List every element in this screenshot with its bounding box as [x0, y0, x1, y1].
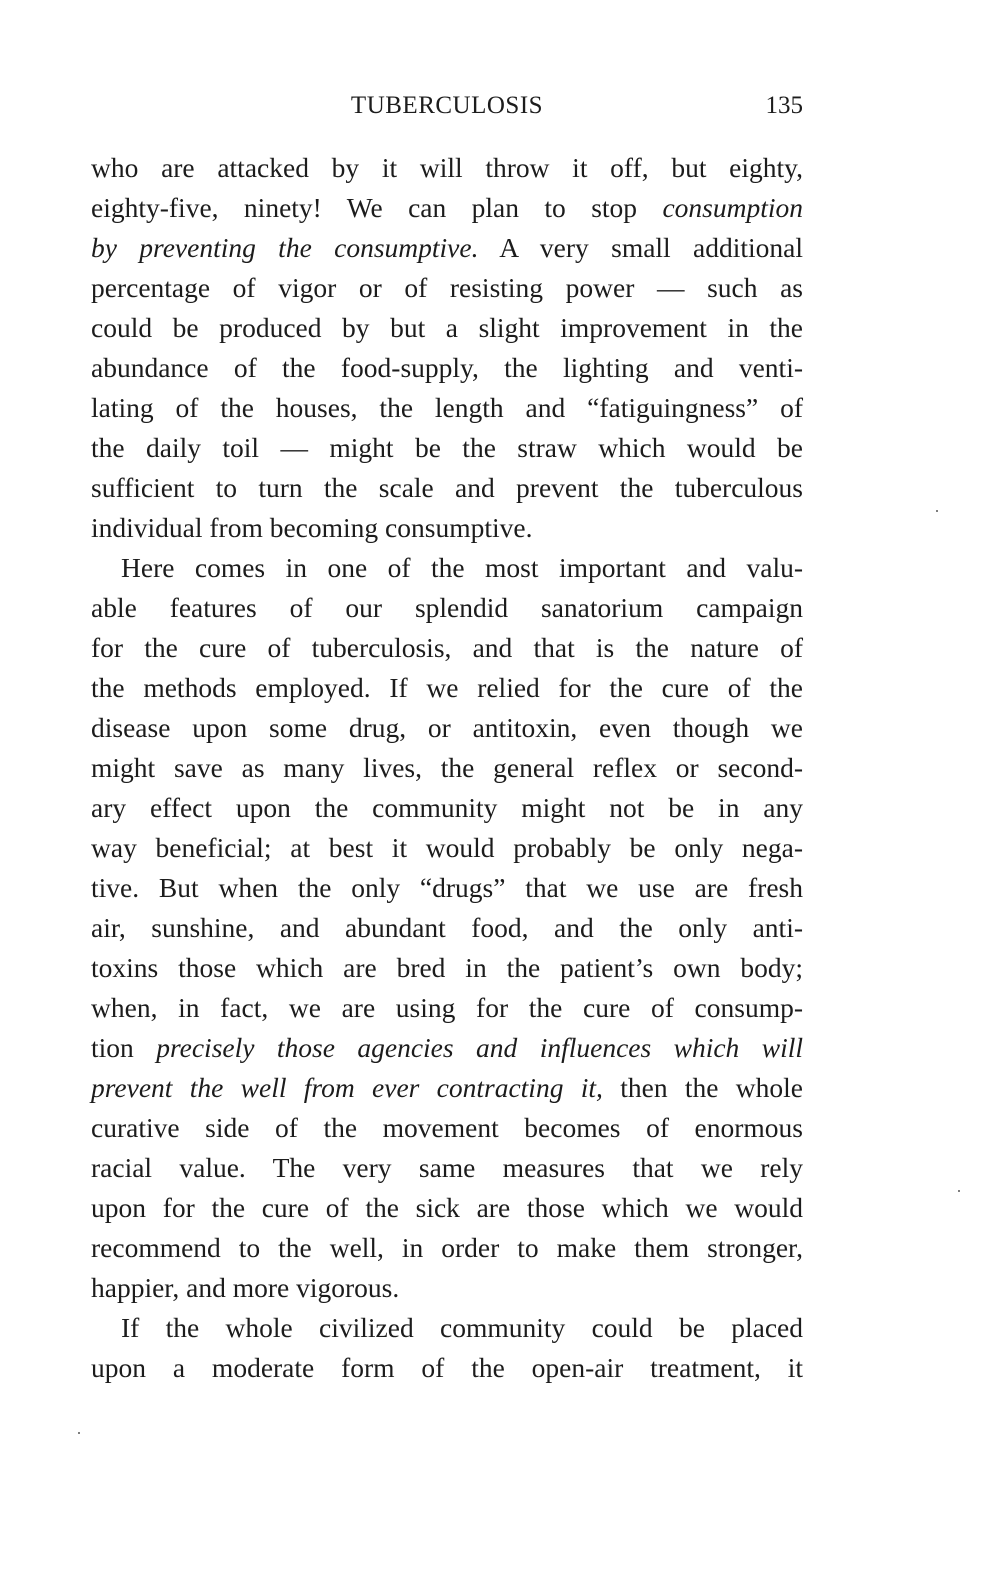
text-line	[91, 188, 803, 228]
text-line	[91, 228, 803, 268]
text-line	[91, 908, 803, 948]
text-segment: tive. But when the only “drugs” that we use are fresh	[91, 872, 803, 903]
text-segment: able features of our splendid sanatorium campaign	[91, 592, 803, 623]
text-segment: abundance of the food-supply, the lighting and venti-	[91, 352, 803, 383]
text-segment: curative side of the movement becomes of enormous	[91, 1112, 803, 1143]
text-segment: individual from becoming consumptive.	[91, 512, 533, 543]
text-segment: might save as many lives, the general reflex or second-	[91, 752, 803, 783]
text-line	[91, 588, 803, 628]
text-line	[91, 1268, 803, 1308]
text-line	[91, 1348, 803, 1388]
text-segment: happier, and more vigorous.	[91, 1272, 400, 1303]
text-line	[91, 548, 803, 588]
text-line	[91, 788, 803, 828]
scan-speck	[936, 510, 938, 512]
text-line	[91, 428, 803, 468]
running-title: TUBERCULOSIS	[350, 92, 544, 119]
text-segment: percentage of vigor or of resisting power — such as	[91, 272, 803, 303]
text-segment: way beneficial; at best it would probably be only nega-	[91, 832, 803, 863]
text-segment: the methods employed. If we relied for the cure of the	[91, 672, 803, 703]
text-line	[91, 308, 803, 348]
text-segment: lating of the houses, the length and “fatiguingness” of	[91, 392, 803, 423]
text-segment: eighty-five, ninety! We can plan to stop	[91, 192, 663, 223]
italic-text: consumption	[662, 192, 803, 223]
page-number: 135	[765, 92, 803, 119]
text-segment: for the cure of tuberculosis, and that is the nature of	[91, 632, 803, 663]
text-line	[91, 388, 803, 428]
italic-text: by preventing the consumptive.	[91, 232, 479, 263]
text-segment: air, sunshine, and abundant food, and the only anti-	[91, 912, 803, 943]
text-segment: A very small additional	[478, 232, 803, 263]
text-line	[91, 348, 803, 388]
text-line	[91, 868, 803, 908]
text-line	[91, 1308, 803, 1348]
body-text	[91, 148, 803, 1388]
text-segment: disease upon some drug, or antitoxin, even though we	[91, 712, 803, 743]
text-segment: If the whole civilized community could be placed	[121, 1312, 803, 1343]
italic-text: precisely those agencies and influences which will	[156, 1032, 804, 1063]
text-segment: tion	[91, 1032, 157, 1063]
text-line	[91, 468, 803, 508]
text-line	[91, 708, 803, 748]
text-line	[91, 1228, 803, 1268]
text-segment: recommend to the well, in order to make them stronger,	[91, 1232, 803, 1263]
text-line	[91, 1028, 803, 1068]
text-segment: when, in fact, we are using for the cure of consump-	[91, 992, 803, 1023]
text-line	[91, 1068, 803, 1108]
text-line	[91, 508, 803, 548]
text-line	[91, 148, 803, 188]
text-segment: Here comes in one of the most important and valu-	[121, 552, 803, 583]
text-segment: ary effect upon the community might not be in any	[91, 792, 803, 823]
text-segment: could be produced by but a slight improvement in the	[91, 312, 803, 343]
text-line	[91, 948, 803, 988]
text-segment: toxins those which are bred in the patient’s own body;	[91, 952, 803, 983]
italic-text: prevent the well from ever contracting it,	[91, 1072, 603, 1103]
text-segment: upon a moderate form of the open-air treatment, it	[91, 1352, 803, 1383]
text-line	[91, 268, 803, 308]
text-line	[91, 628, 803, 668]
text-line	[91, 1148, 803, 1188]
text-segment: then the whole	[602, 1072, 803, 1103]
scan-speck	[958, 1190, 960, 1192]
text-line	[91, 1188, 803, 1228]
text-line	[91, 988, 803, 1028]
text-segment: the daily toil — might be the straw which would be	[91, 432, 803, 463]
text-segment: upon for the cure of the sick are those which we would	[91, 1192, 803, 1223]
text-line	[91, 668, 803, 708]
text-segment: racial value. The very same measures that we rely	[91, 1152, 803, 1183]
text-line	[91, 1108, 803, 1148]
text-line	[91, 828, 803, 868]
text-segment: sufficient to turn the scale and prevent the tuberculous	[91, 472, 803, 503]
running-head	[91, 92, 803, 132]
text-segment: who are attacked by it will throw it off, but eighty,	[91, 152, 803, 183]
text-line	[91, 748, 803, 788]
scan-speck	[78, 1432, 80, 1434]
